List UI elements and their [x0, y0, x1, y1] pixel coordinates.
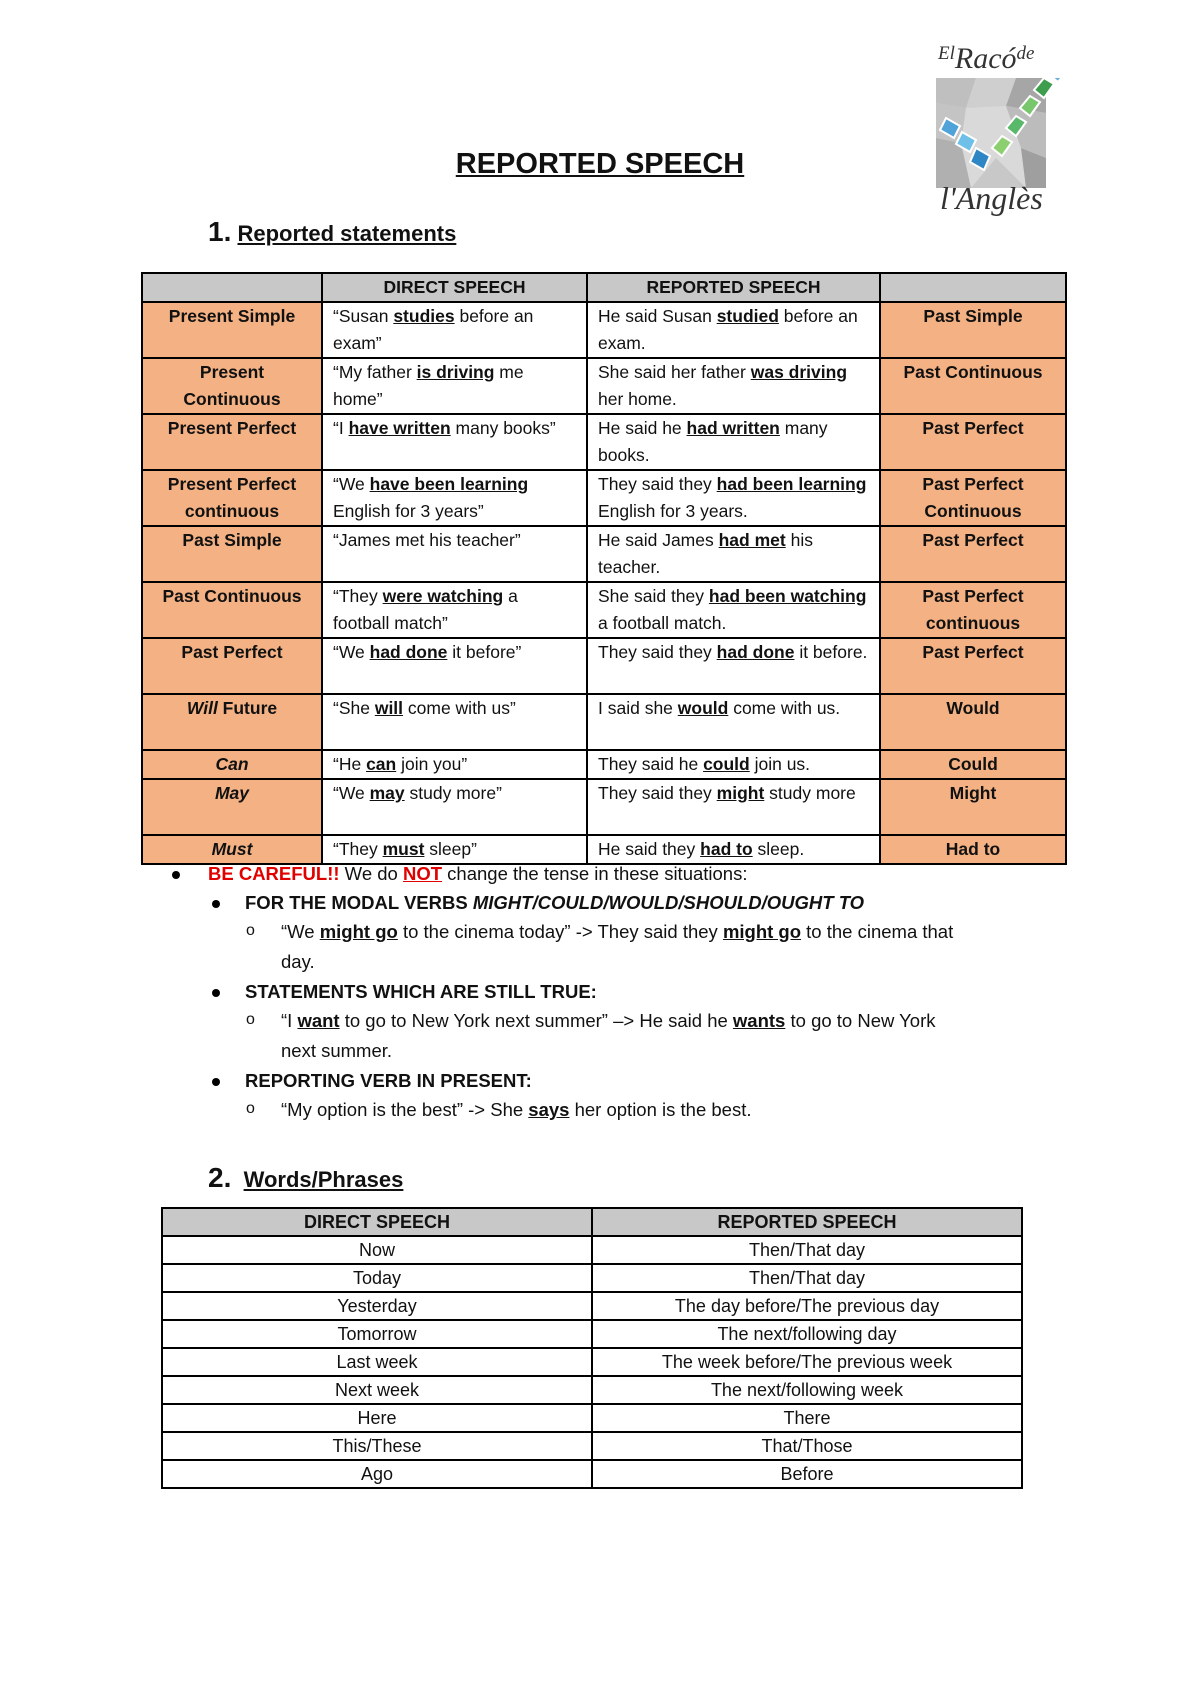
direct-word-cell: Now [162, 1236, 592, 1264]
table-row [162, 1404, 1022, 1432]
tense-cell: Present Perfect [142, 414, 322, 470]
table-row [162, 1292, 1022, 1320]
circle-bullet-icon: o [246, 1011, 255, 1028]
table-row [142, 302, 1066, 358]
section-heading-1 [208, 216, 456, 248]
section-number: 1. [208, 216, 232, 247]
direct-word-cell: Last week [162, 1348, 592, 1376]
reported-cell: They said he could join us. [587, 750, 880, 779]
result-tense-cell: Past Perfect [880, 526, 1066, 582]
table-row [142, 470, 1066, 526]
logo [936, 40, 1076, 222]
logo-el: El [938, 43, 955, 64]
result-tense-cell: Could [880, 750, 1066, 779]
tense-cell: Must [142, 835, 322, 864]
reported-word-cell: Then/That day [592, 1236, 1022, 1264]
table-header-row [142, 273, 1066, 302]
circle-bullet-icon: o [246, 1100, 255, 1117]
direct-cell: “He can join you” [322, 750, 587, 779]
tense-cell: Present Continuous [142, 358, 322, 414]
reported-word-cell: The next/following day [592, 1320, 1022, 1348]
section-title: Words/Phrases [243, 1167, 404, 1192]
logo-de: de [1016, 43, 1035, 64]
table-row [162, 1376, 1022, 1404]
careful-line: BE CAREFUL!! We do NOT change the tense in these situations: [208, 863, 748, 884]
reported-cell: He said they had to sleep. [587, 835, 880, 864]
table-row [142, 779, 1066, 835]
circle-bullet-icon: o [246, 922, 255, 939]
bullet-icon [212, 989, 220, 997]
result-tense-cell: Past Continuous [880, 358, 1066, 414]
logo-text-top [938, 42, 1034, 76]
reported-word-cell: That/Those [592, 1432, 1022, 1460]
bullet-icon [212, 1078, 220, 1086]
words-phrases-table [161, 1207, 1023, 1489]
header-cell: REPORTED SPEECH [587, 273, 880, 302]
table-row [162, 1320, 1022, 1348]
logo-text-bottom: l'Anglès [940, 180, 1043, 216]
result-tense-cell: Might [880, 779, 1066, 835]
table-row [142, 750, 1066, 779]
direct-cell: “We have been learning English for 3 years” [322, 470, 587, 526]
header-cell [142, 273, 322, 302]
section-number: 2. [208, 1162, 232, 1193]
table-row [142, 414, 1066, 470]
tense-cell: Past Continuous [142, 582, 322, 638]
reported-word-cell: The week before/The previous week [592, 1348, 1022, 1376]
still-true-example: “I want to go to New York next summer” –> He said he wants to go to New York [281, 1010, 936, 1031]
table-row [162, 1264, 1022, 1292]
result-tense-cell: Past Perfect [880, 414, 1066, 470]
still-true-heading: STATEMENTS WHICH ARE STILL TRUE: [245, 981, 597, 1002]
reported-cell: They said they had been learning English for 3 years. [587, 470, 880, 526]
direct-cell: “James met his teacher” [322, 526, 587, 582]
table-row [162, 1432, 1022, 1460]
header-cell [880, 273, 1066, 302]
reported-cell: They said they had done it before. [587, 638, 880, 694]
direct-cell: “My father is driving me home” [322, 358, 587, 414]
modal-example: “We might go to the cinema today” -> They said they might go to the cinema that [281, 921, 954, 942]
direct-word-cell: Yesterday [162, 1292, 592, 1320]
table-row [142, 358, 1066, 414]
tense-cell: Past Simple [142, 526, 322, 582]
direct-word-cell: Next week [162, 1376, 592, 1404]
result-tense-cell: Had to [880, 835, 1066, 864]
direct-cell: “She will come with us” [322, 694, 587, 750]
modal-verbs-heading: FOR THE MODAL VERBS MIGHT/COULD/WOULD/SHOULD/OUGHT TO [245, 892, 865, 913]
reporting-verb-heading: REPORTING VERB IN PRESENT: [245, 1070, 532, 1091]
direct-cell: “They must sleep” [322, 835, 587, 864]
direct-word-cell: Today [162, 1264, 592, 1292]
modal-example-cont: day. [281, 951, 315, 972]
bullet-icon [212, 900, 220, 908]
table-row [162, 1236, 1022, 1264]
page-title: REPORTED SPEECH [455, 148, 745, 180]
reported-word-cell: Before [592, 1460, 1022, 1488]
result-tense-cell: Past Perfect continuous [880, 582, 1066, 638]
table-header-row [162, 1208, 1022, 1236]
reported-cell: They said they might study more [587, 779, 880, 835]
bullet-icon [172, 871, 180, 879]
reported-word-cell: Then/That day [592, 1264, 1022, 1292]
direct-cell: “We had done it before” [322, 638, 587, 694]
reported-cell: He said he had written many books. [587, 414, 880, 470]
logo-raco: Racó [954, 42, 1017, 75]
table-row [162, 1348, 1022, 1376]
result-tense-cell: Would [880, 694, 1066, 750]
reporting-verb-example: “My option is the best” -> She says her option is the best. [281, 1099, 752, 1120]
section-heading-2 [208, 1162, 403, 1194]
header-cell: DIRECT SPEECH [322, 273, 587, 302]
reported-word-cell: There [592, 1404, 1022, 1432]
reported-cell: She said they had been watching a football match. [587, 582, 880, 638]
reported-word-cell: The day before/The previous day [592, 1292, 1022, 1320]
tense-cell: Can [142, 750, 322, 779]
result-tense-cell: Past Simple [880, 302, 1066, 358]
table-row [142, 526, 1066, 582]
reported-word-cell: The next/following week [592, 1376, 1022, 1404]
tense-cell: Present Simple [142, 302, 322, 358]
result-tense-cell: Past Perfect Continuous [880, 470, 1066, 526]
direct-word-cell: Ago [162, 1460, 592, 1488]
reported-cell: He said Susan studied before an exam. [587, 302, 880, 358]
direct-word-cell: Here [162, 1404, 592, 1432]
tense-cell: May [142, 779, 322, 835]
direct-cell: “Susan studies before an exam” [322, 302, 587, 358]
tense-table [141, 272, 1067, 865]
reported-cell: I said she would come with us. [587, 694, 880, 750]
direct-word-cell: Tomorrow [162, 1320, 592, 1348]
tense-cell: Will Future [142, 694, 322, 750]
direct-cell: “I have written many books” [322, 414, 587, 470]
header-cell: REPORTED SPEECH [592, 1208, 1022, 1236]
header-cell: DIRECT SPEECH [162, 1208, 592, 1236]
reported-cell: He said James had met his teacher. [587, 526, 880, 582]
direct-word-cell: This/These [162, 1432, 592, 1460]
section-title: Reported statements [237, 221, 457, 246]
direct-cell: “They were watching a football match” [322, 582, 587, 638]
table-row [142, 582, 1066, 638]
reported-cell: She said her father was driving her home. [587, 358, 880, 414]
table-row [162, 1460, 1022, 1488]
result-tense-cell: Past Perfect [880, 638, 1066, 694]
tense-cell: Past Perfect [142, 638, 322, 694]
still-true-example-cont: next summer. [281, 1040, 393, 1061]
table-row [142, 694, 1066, 750]
tense-cell: Present Perfect continuous [142, 470, 322, 526]
table-row [142, 638, 1066, 694]
direct-cell: “We may study more” [322, 779, 587, 835]
